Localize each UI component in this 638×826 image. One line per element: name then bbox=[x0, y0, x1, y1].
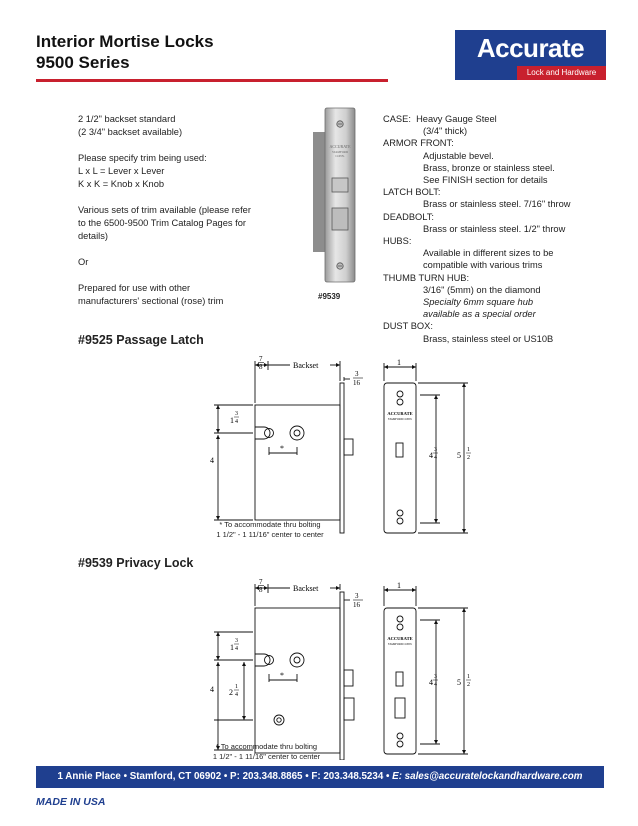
dim-star: * bbox=[280, 444, 284, 453]
page-title bbox=[36, 31, 214, 73]
note-9525-line-1: * To accommodate thru bolting bbox=[219, 520, 321, 529]
photo-face-text-3: CONN. bbox=[335, 154, 345, 158]
dim2-one: 1 bbox=[397, 581, 401, 590]
specifications bbox=[383, 113, 613, 345]
dim-one-three-quarter-whole: 1 bbox=[230, 416, 234, 425]
dim-seven-eighths-den: 8 bbox=[259, 363, 263, 371]
trim-prepared-2: manufacturers' sectional (rose) trim bbox=[78, 296, 224, 306]
spec-deadbolt-1: Brass or stainless steel. 1/2" throw bbox=[423, 223, 566, 234]
spec-thumb-2: Specialty 6mm square hub bbox=[423, 297, 534, 308]
backset-available: (2 3/4" backset available) bbox=[78, 127, 183, 137]
dim-three-sixteenths-num: 3 bbox=[355, 370, 359, 378]
dim2-two-quarter-num: 1 bbox=[235, 684, 238, 690]
dim-backset: Backset bbox=[293, 361, 319, 370]
front2-faceplate-sub: STAMFORD CONN. bbox=[387, 643, 413, 646]
note-9525-line-2: 1 1/2" - 1 11/16" center to center bbox=[216, 529, 324, 539]
footer-email[interactable]: E: sales@accuratelockandhardware.com bbox=[392, 771, 583, 782]
trim-various-2: to the 6500-9500 Trim Catalog Pages for bbox=[78, 218, 246, 228]
dim-one: 1 bbox=[397, 358, 401, 367]
dim2-star: * bbox=[280, 671, 284, 680]
spec-deadbolt-label: DEADBOLT: bbox=[383, 211, 434, 222]
heading-9525: #9525 Passage Latch bbox=[78, 333, 204, 347]
footer-contact: 1 Annie Place • Stamford, CT 06902 • P: 203.348.8865 • F: 203.348.5234 • bbox=[57, 771, 393, 782]
spec-latch-1: Brass or stainless steel. 7/16" throw bbox=[423, 199, 571, 210]
title-underline bbox=[36, 79, 388, 82]
spec-case-label: CASE: bbox=[383, 114, 411, 124]
spec-armor-label: ARMOR FRONT: bbox=[383, 138, 454, 149]
spec-dust-label: DUST BOX: bbox=[383, 321, 433, 332]
drawing-9539-front bbox=[378, 578, 488, 760]
dim-five-half-den: 2 bbox=[467, 455, 470, 461]
spec-hubs-label: HUBS: bbox=[383, 236, 412, 247]
dim-four: 4 bbox=[210, 456, 214, 465]
title-line-1: Interior Mortise Locks bbox=[36, 32, 214, 51]
dim2-one-three-quarter-whole: 1 bbox=[230, 643, 234, 652]
spec-case-value: Heavy Gauge Steel bbox=[416, 114, 497, 124]
dim2-one-three-quarter-den: 4 bbox=[235, 646, 238, 652]
contact-footer bbox=[36, 766, 604, 788]
drawing-9525-side bbox=[200, 355, 375, 535]
trim-prepared-1: Prepared for use with other bbox=[78, 283, 191, 293]
dim2-seven-eighths-den: 8 bbox=[259, 586, 263, 594]
heading-9539: #9539 Privacy Lock bbox=[78, 556, 194, 570]
dim-five-half-whole: 5 bbox=[457, 451, 461, 460]
spec-thumb-label: THUMB TURN HUB: bbox=[383, 272, 470, 283]
dim2-four: 4 bbox=[210, 685, 214, 694]
note-9539-line-1: * To accommodate thru bolting bbox=[215, 742, 318, 751]
dim-three-sixteenths-den: 16 bbox=[353, 379, 360, 387]
spec-armor-2: Brass, bronze or stainless steel. bbox=[423, 162, 555, 173]
trim-various-1: Various sets of trim available (please refer bbox=[78, 205, 251, 215]
lock-faceplate-photo bbox=[312, 106, 362, 286]
dim-five-half-num: 1 bbox=[467, 447, 470, 453]
photo-face-text-2: STAMFORD bbox=[331, 150, 349, 154]
dim-four-three-quarter-num: 3 bbox=[434, 447, 437, 453]
dim2-one-three-quarter-num: 3 bbox=[235, 638, 238, 644]
dim2-backset: Backset bbox=[293, 584, 319, 593]
dim2-three-sixteenths-num: 3 bbox=[355, 592, 359, 600]
logo-tagline: Lock and Hardware bbox=[517, 66, 606, 80]
dim2-two-quarter-whole: 2 bbox=[229, 688, 233, 697]
trim-lever: L x L = Lever x Lever bbox=[78, 166, 165, 176]
spec-hubs-2: compatible with various trims bbox=[423, 260, 543, 271]
trim-info bbox=[78, 113, 293, 308]
spec-thumb-1: 3/16" (5mm) on the diamond bbox=[423, 284, 541, 295]
dim-one-three-quarter-den: 4 bbox=[235, 419, 238, 425]
logo-edge bbox=[455, 66, 517, 80]
trim-various-3: details) bbox=[78, 231, 108, 241]
backset-standard: 2 1/2" backset standard bbox=[78, 114, 176, 124]
dim2-four-three-quarter-den: 4 bbox=[434, 682, 437, 688]
note-9539 bbox=[193, 742, 340, 761]
dim-one-three-quarter-num: 3 bbox=[235, 411, 238, 417]
dim2-seven-eighths-num: 7 bbox=[259, 578, 263, 586]
photo-caption: #9539 bbox=[318, 292, 341, 301]
dim2-four-three-quarter-whole: 4 bbox=[429, 678, 433, 687]
trim-knob: K x K = Knob x Knob bbox=[78, 179, 165, 189]
drawing-9539-side bbox=[200, 578, 375, 760]
spec-case-thickness: (3/4" thick) bbox=[423, 126, 468, 137]
brand-logo bbox=[455, 30, 606, 80]
dim2-two-quarter-den: 4 bbox=[235, 692, 238, 698]
spec-armor-1: Adjustable bevel. bbox=[423, 150, 494, 161]
photo-face-text-1: ACCURATE bbox=[329, 144, 351, 149]
dim2-five-half-whole: 5 bbox=[457, 678, 461, 687]
dim-four-three-quarter-whole: 4 bbox=[429, 451, 433, 460]
spec-armor-3: See FINISH section for details bbox=[423, 175, 548, 186]
dim2-five-half-den: 2 bbox=[467, 682, 470, 688]
dim2-three-sixteenths-den: 16 bbox=[353, 601, 360, 609]
logo-word: Accurate bbox=[455, 30, 606, 66]
front-faceplate-text: ACCURATE bbox=[387, 411, 413, 416]
dim2-four-three-quarter-num: 3 bbox=[434, 674, 437, 680]
dim2-five-half-num: 1 bbox=[467, 674, 470, 680]
front2-faceplate-text: ACCURATE bbox=[387, 636, 413, 641]
trim-instruction: Please specify trim being used: bbox=[78, 153, 207, 163]
spec-dust-1: Brass, stainless steel or US10B bbox=[423, 333, 554, 344]
dim-seven-eighths-num: 7 bbox=[259, 355, 263, 363]
made-in-usa: MADE IN USA bbox=[36, 796, 106, 808]
front-faceplate-sub: STAMFORD CONN. bbox=[387, 418, 413, 421]
title-line-2: 9500 Series bbox=[36, 53, 130, 72]
note-9525 bbox=[200, 520, 340, 539]
trim-or: Or bbox=[78, 257, 89, 267]
spec-hubs-1: Available in different sizes to be bbox=[423, 248, 554, 259]
spec-thumb-3: available as a special order bbox=[423, 309, 536, 320]
dim-four-three-quarter-den: 4 bbox=[434, 455, 437, 461]
note-9539-line-2: 1 1/2" - 1 11/16" center to center bbox=[212, 751, 321, 761]
drawing-9525-front bbox=[378, 355, 488, 535]
spec-latch-label: LATCH BOLT: bbox=[383, 187, 441, 198]
